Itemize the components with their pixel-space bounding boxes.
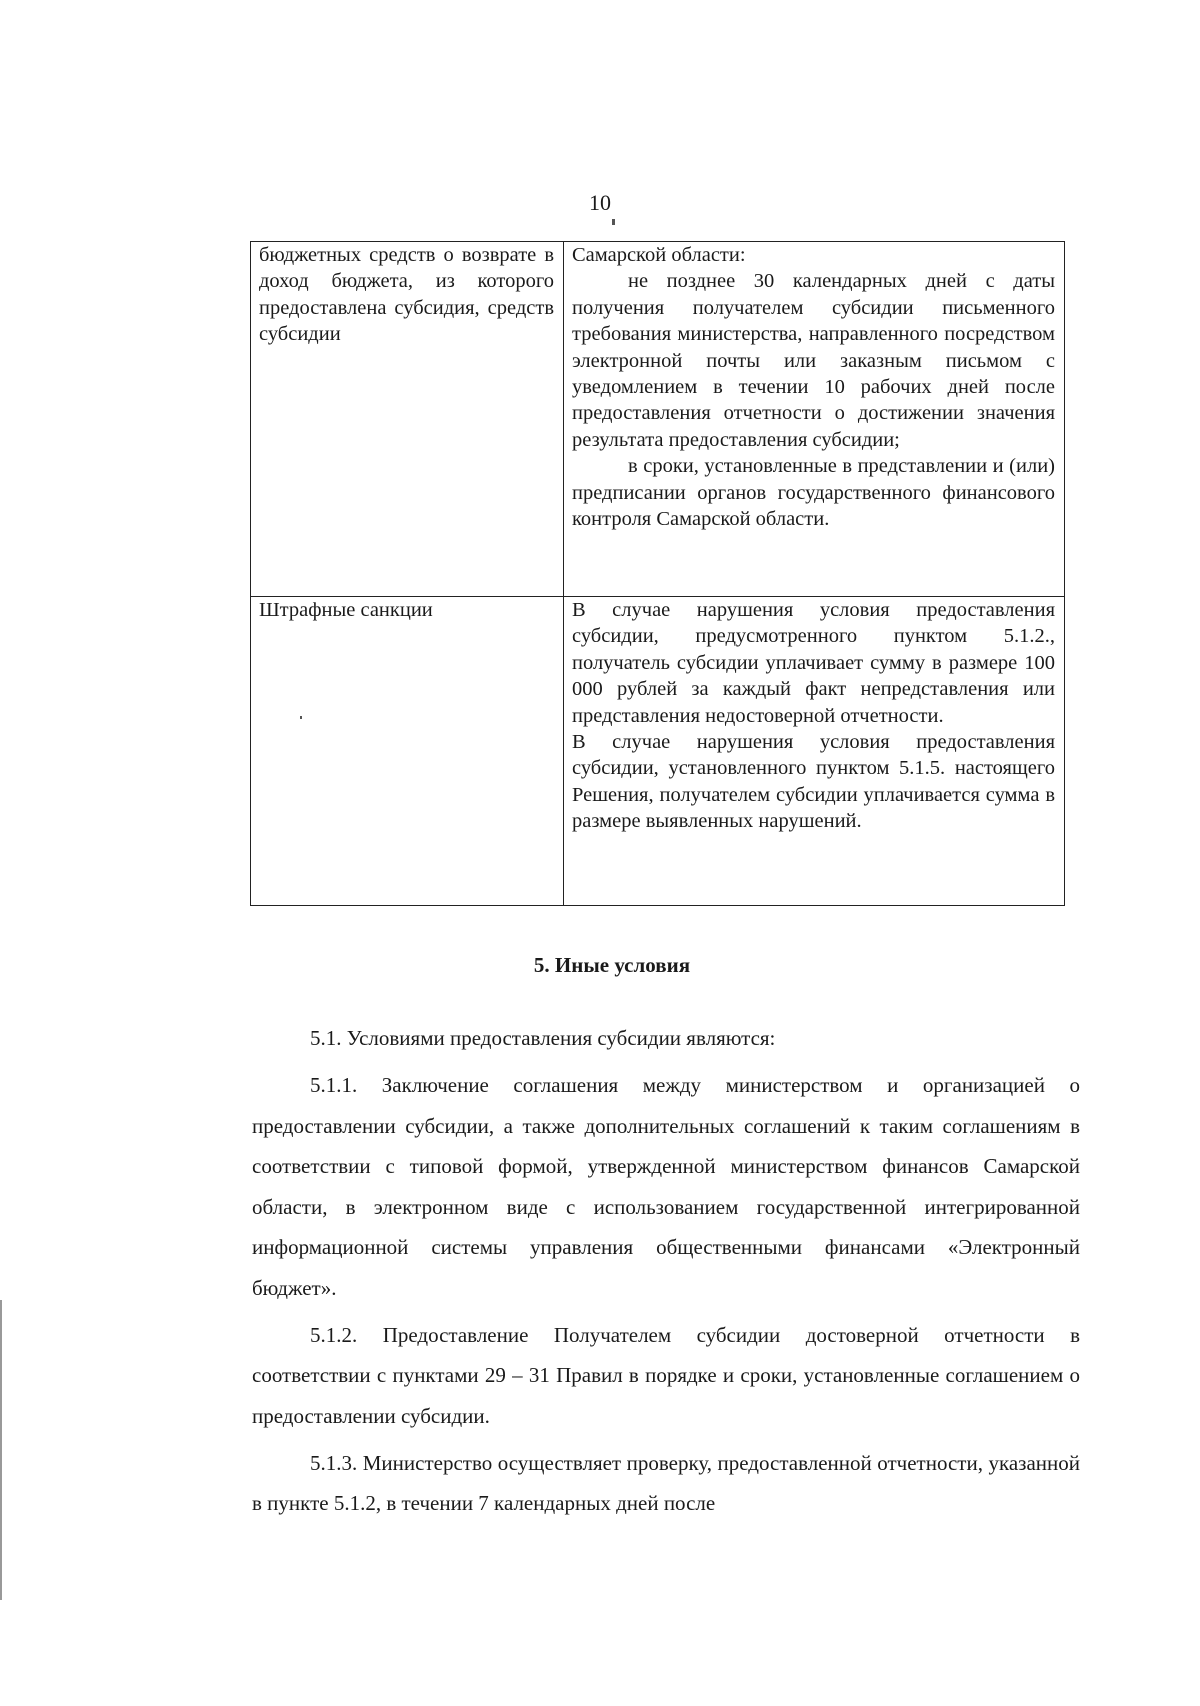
body-paragraph: 5.1.3. Министерство осуществляет проверку, предоставленной отчетности, указанной в пункте 5.1.2, в течении 7 календарных дней после: [252, 1450, 1080, 1515]
conditions-table: [250, 241, 1065, 906]
table-row: [251, 597, 1065, 906]
row-content-cell: [564, 597, 1065, 906]
table-row: [251, 242, 1065, 597]
row-content-cell: [564, 242, 1065, 597]
body-paragraph: 5.1.2. Предоставление Получателем субсидии достоверной отчетности в соответствии с пунктами 29 – 31 Правил в порядке и сроки, установленные соглашением о предоставлении субсидии.: [252, 1322, 1080, 1428]
row-label: Штрафные санкции: [259, 599, 433, 621]
content-paragraph: не позднее 30 календарных дней с даты получения получателем субсидии письменного требования министерства, направленного посредством электронной почты или заказным письмом с уведомлением в течении 10 рабочих дней после предоставления отчетности о достижении значения результата предоставления субсидии;: [572, 270, 1055, 451]
body-paragraph: 5.1.1. Заключение соглашения между министерством и организацией о предоставлении субсидии, а также дополнительных соглашений к таким соглашениям в соответствии с типовой формой, утвержденной министерством финансов Самарской области, в электронном виде с использованием государственной интегрированной информационной системы управления общественными финансами «Электронный бюджет».: [252, 1073, 1080, 1300]
section-body: [252, 1018, 1080, 1530]
content-paragraph: В случае нарушения условия предоставления субсидии, установленного пунктом 5.1.5. настоящего Решения, получателем субсидии уплачивается сумма в размере выявленных нарушений.: [572, 731, 1055, 833]
scan-artifact: [612, 219, 615, 225]
row-label-cell: [251, 242, 564, 597]
scan-artifact: [0, 1300, 2, 1600]
body-paragraph: 5.1. Условиями предоставления субсидии являются:: [310, 1026, 776, 1050]
section-heading: 5. Иные условия: [533, 953, 691, 977]
content-paragraph: в сроки, установленные в представлении и (или) предписании органов государственного финансового контроля Самарской области.: [572, 455, 1055, 531]
content-paragraph: В случае нарушения условия предоставления субсидии, предусмотренного пунктом 5.1.2., получатель субсидии уплачивает сумму в размере 100 000 рублей за каждый факт непредставления или представления недостоверной отчетности.: [572, 599, 1055, 727]
row-label-cell: [251, 597, 564, 906]
content-paragraph: Самарской области:: [572, 244, 746, 266]
page-number: 10: [589, 190, 611, 215]
scan-artifact: [300, 716, 302, 719]
row-label: бюджетных средств о возврате в доход бюджета, из которого предоставлена субсидия, средств субсидии: [259, 244, 554, 346]
